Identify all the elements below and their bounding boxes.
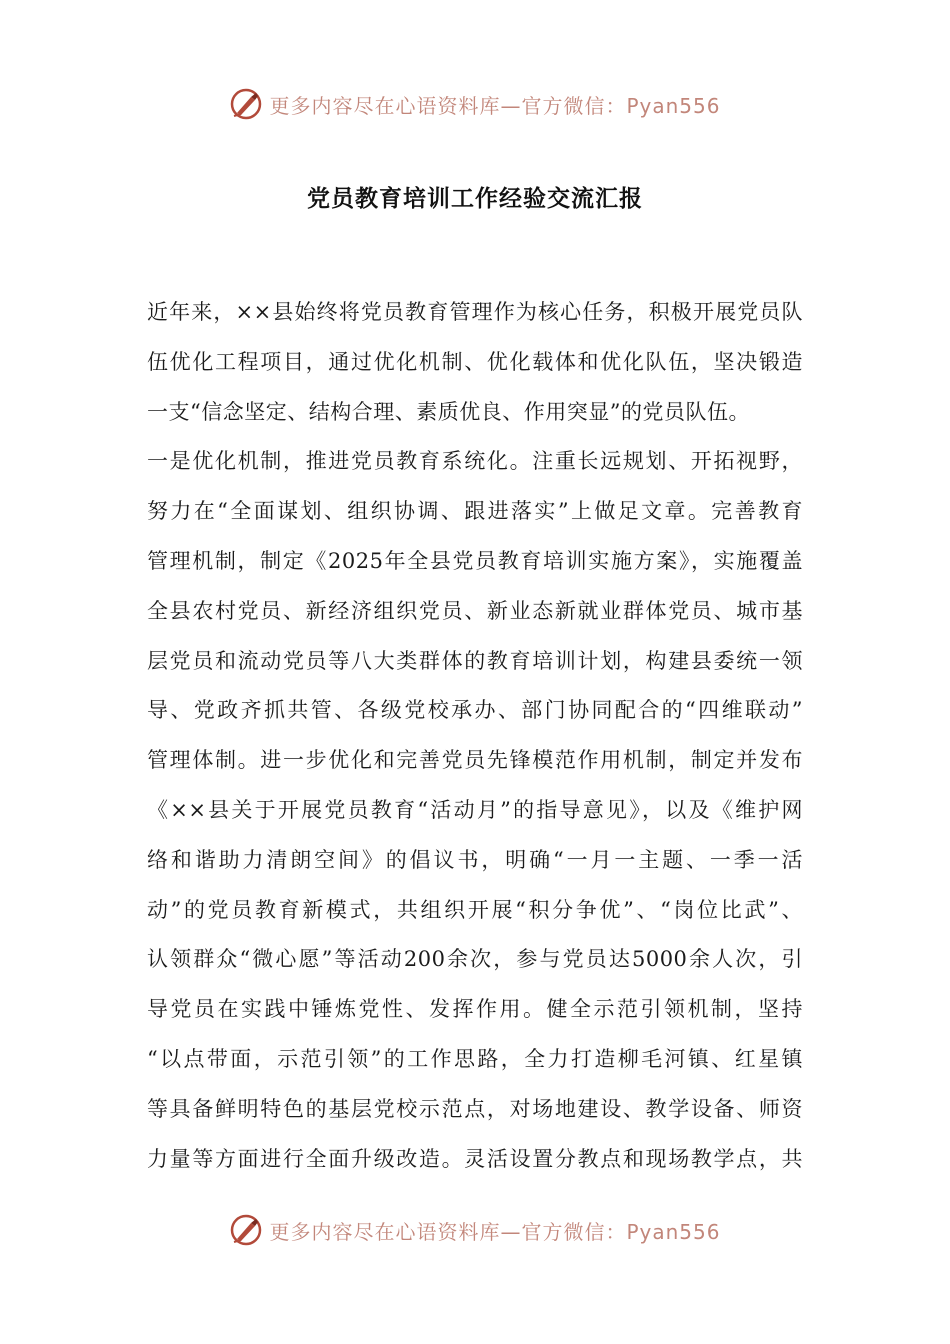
body-line: 等具备鲜明特色的基层党校示范点，对场地建设、教学设备、师资: [147, 1096, 803, 1121]
body-line: 认领群众“微心愿”等活动200余次，参与党员达5000余人次，引: [147, 947, 803, 972]
document-title: 党员教育培训工作经验交流汇报: [307, 186, 643, 212]
body-line: 努力在“全面谋划、组织协调、跟进落实”上做足文章。完善教育: [147, 499, 803, 524]
body-line: 力量等方面进行全面升级改造。灵活设置分教点和现场教学点，共: [147, 1146, 803, 1171]
body-line: 导党员在实践中锤炼党性、发挥作用。健全示范引领机制，坚持: [147, 997, 803, 1022]
body-line: 层党员和流动党员等八大类群体的教育培训计划，构建县委统一领: [147, 648, 803, 673]
body-line: 近年来，××县始终将党员教育管理作为核心任务，积极开展党员队: [147, 300, 803, 324]
body-line: 管理体制。进一步优化和完善党员先锋模范作用机制，制定并发布: [147, 748, 803, 773]
body-line: 《××县关于开展党员教育“活动月”的指导意见》，以及《维护网: [147, 797, 803, 822]
watermark-header: [0, 84, 950, 124]
body-line: 络和谐助力清朗空间》的倡议书，明确“一月一主题、一季一活: [147, 847, 803, 872]
body-line: 伍优化工程项目，通过优化机制、优化载体和优化队伍，坚决锻造: [147, 349, 803, 374]
document-body: [147, 294, 803, 1190]
body-line: 全县农村党员、新经济组织党员、新业态新就业群体党员、城市基: [147, 598, 803, 623]
body-line: 一支“信念坚定、结构合理、素质优良、作用突显”的党员队伍。: [147, 399, 750, 424]
body-line: 动”的党员教育新模式，共组织开展“积分争优”、“岗位比武”、: [147, 897, 803, 922]
body-line: 管理机制，制定《2025年全县党员教育培训实施方案》，实施覆盖: [147, 548, 803, 573]
pen-logo-icon: [229, 1213, 263, 1247]
watermark-text: 更多内容尽在心语资料库—官方微信：Pyan556: [269, 1219, 721, 1244]
pen-logo-icon: [229, 87, 263, 121]
body-line: 一是优化机制，推进党员教育系统化。注重长远规划、开拓视野，: [147, 449, 803, 474]
body-line: “以点带面，示范引领”的工作思路，全力打造柳毛河镇、红星镇: [147, 1046, 803, 1071]
watermark-text: 更多内容尽在心语资料库—官方微信：Pyan556: [269, 93, 721, 118]
watermark-footer: [0, 1210, 950, 1250]
body-line: 导、党政齐抓共管、各级党校承办、部门协同配合的“四维联动”: [147, 698, 803, 723]
